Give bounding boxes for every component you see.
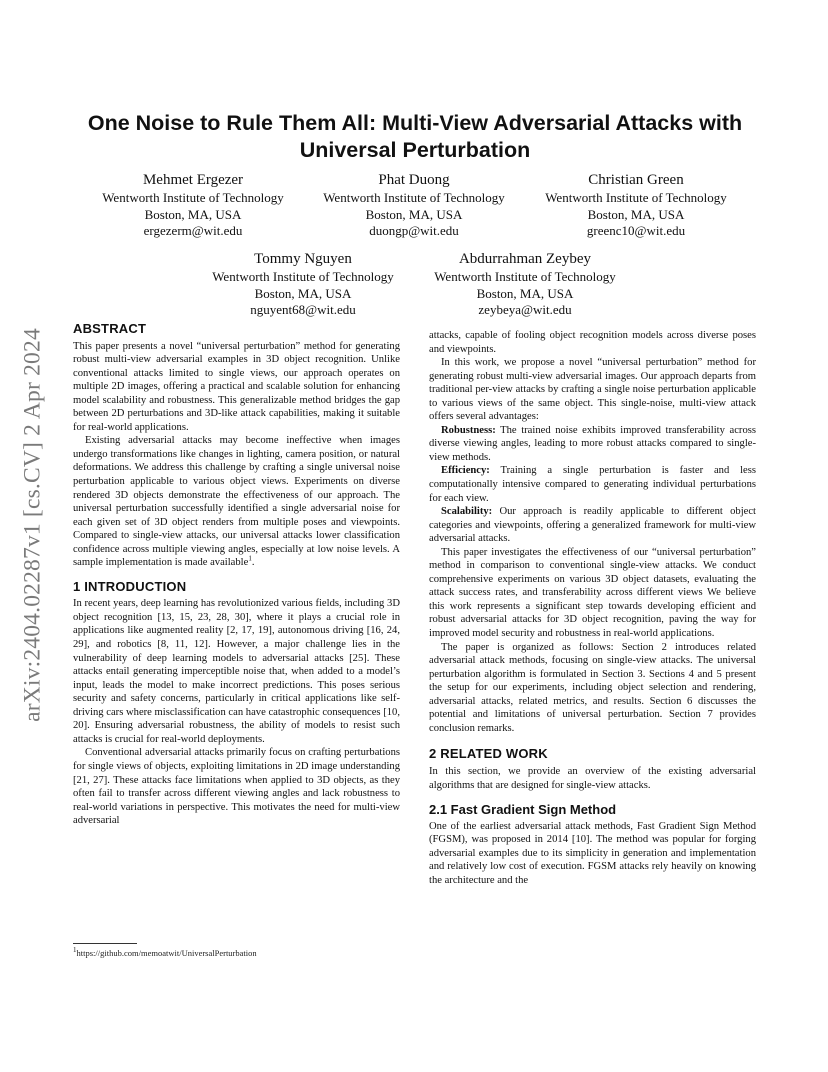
author-affiliation: Wentworth Institute of Technology — [545, 190, 727, 205]
author-email: ergezerm@wit.edu — [143, 223, 243, 238]
right-column — [429, 329, 756, 887]
author-name: Phat Duong — [378, 172, 450, 188]
abstract-heading: ABSTRACT — [73, 321, 147, 336]
author-location: Boston, MA, USA — [365, 206, 463, 222]
author-email: nguyent68@wit.edu — [250, 302, 356, 317]
body-paragraph: In this section, we provide an overview of the existing adversarial algorithms that are designed for single-view attacks. — [429, 765, 756, 791]
advantage-label: Efficiency: — [441, 465, 490, 477]
author-email: duongp@wit.edu — [369, 223, 459, 238]
abstract-paragraph-text: Existing adversarial attacks may become ineffective when images undergo transformations like changes in lighting, camera position, or natural deformations. We address this challenge by crafting a single universal noise perturbation applicable to various object views. Experiments on diverse rendered 3D objects demonstrate the effectiveness of our approach. The universal perturbation successfully identified a single adversarial noise for each given set of 3D object renders from multiple poses and viewpoints. Compared to single-view attacks, our universal attacks lower classification confidence across multiple viewing angles, especially at low noise levels. A sample implementation is made available — [73, 435, 400, 569]
arxiv-identifier — [18, 295, 48, 755]
advantage-label: Scalability: — [441, 506, 493, 518]
footnote-link[interactable]: https://github.com/memoatwit/UniversalPerturbation — [76, 948, 257, 958]
introduction-paragraph: Conventional adversarial attacks primarily focus on crafting perturbations for single views of objects, exploiting limitations in 2D image understanding [21, 27]. These attacks face limitations when applied to 3D objects, as they often fail to transfer across different viewing angles and lack robustness to real-world variations in perspective. This motivates the need for multi-view adversarial — [73, 747, 400, 827]
advantage-text: The trained noise exhibits improved transferability across diverse viewing angles, leading to more robust attacks compared to single-view methods. — [429, 424, 756, 463]
footnote — [73, 948, 257, 958]
author-affiliation: Wentworth Institute of Technology — [434, 269, 616, 284]
advantage-scalability — [429, 505, 756, 546]
author-affiliation: Wentworth Institute of Technology — [323, 190, 505, 205]
author-location: Boston, MA, USA — [254, 285, 352, 301]
author-location: Boston, MA, USA — [476, 285, 574, 301]
author-block — [73, 171, 313, 240]
introduction-paragraph: In recent years, deep learning has revolutionized various fields, including 3D object recognition [13, 15, 23, 28, 30], where it plays a crucial role in applications like augmented reality [2, 17, 19], autonomous driving [16, 24, 29], and robotics [8, 11, 12]. However, a major challenge lies in the vulnerability of deep learning models to adversarial attacks [25]. These attacks entail generating imperceptible noise that, when added to a model’s input, leads the model to make incorrect predictions. This poses serious security and safety concerns, particularly in critical applications like self-driving cars where misclassification can have catastrophic consequences [10, 20]. Ensuring adversarial robustness, the ability of models to resist such attacks is crucial for real-world deployments. — [73, 598, 400, 745]
left-column — [73, 322, 400, 828]
advantage-robustness — [429, 424, 756, 465]
author-name: Christian Green — [588, 172, 684, 188]
paper-title — [60, 110, 770, 164]
author-email: greenc10@wit.edu — [586, 223, 686, 238]
abstract-paragraph: This paper presents a novel “universal perturbation” method for generating robust multi-view adversarial examples in 3D object recognition. Unlike conventional attacks limited to single views, our approach operates on multiple 2D images, offering a practical and scalable solution for enhancing model scalability and robustness. This generalizable method bridges the gap between 2D perturbations and 3D-like attack capabilities, making it suitable for real-world applications. — [73, 340, 400, 433]
body-paragraph: In this work, we propose a novel “universal perturbation” method for generating robust multi-view adversarial images. Our approach departs from traditional per-view attacks by crafting a single noise perturbation applicable to various views of the same object. This single-noise, multi-view attack offers several advantages: — [429, 357, 756, 423]
author-block — [183, 250, 423, 319]
footnote-marker: 1 — [73, 946, 77, 955]
footnote-divider — [73, 943, 137, 944]
author-block — [294, 171, 534, 240]
footnote-marker: 1 — [248, 554, 252, 563]
paper-title-line2: Universal Perturbation — [299, 138, 531, 162]
author-name: Abdurrahman Zeybey — [458, 251, 592, 267]
author-name: Tommy Nguyen — [254, 251, 352, 267]
author-affiliation: Wentworth Institute of Technology — [212, 269, 394, 284]
abstract-paragraph: Existing adversarial attacks may become ineffective when images undergo transformations like changes in lighting, camera position, or natural deformations. We address this challenge by crafting a single universal noise perturbation applicable to various object views. Experiments on diverse rendered 3D objects demonstrate the effectiveness of our approach. The universal perturbation successfully identified a single adversarial noise for each given set of 3D object renders from multiple poses and viewpoints. Compared to single-view attacks, our universal attacks lower classification confidence across multiple viewing angles, especially at low noise levels. A sample implementation is made available$^1$. — [73, 435, 400, 569]
author-name: Mehmet Ergezer — [142, 172, 244, 188]
advantage-label: Robustness: — [441, 424, 496, 436]
related-work-heading: 2 RELATED WORK — [429, 746, 548, 762]
body-paragraph: One of the earliest adversarial attack methods, Fast Gradient Sign Method (FGSM), was proposed in 2014 [10]. The method was popular for forging adversarial examples due to its simplicity in generation and implementation and relatively low cost of execution. FGSM attacks rely heavily on knowing the architecture and the — [429, 820, 756, 886]
introduction-heading: 1 INTRODUCTION — [73, 578, 187, 594]
arxiv-identifier-text: arXiv:2404.02287v1 [cs.CV] 2 Apr 2024 — [19, 328, 46, 722]
advantage-text: Our approach is readily applicable to different object categories and viewpoints, offering a generalized framework for multi-view adversarial attacks. — [429, 506, 756, 545]
author-location: Boston, MA, USA — [144, 206, 242, 222]
body-paragraph: attacks, capable of fooling object recognition models across diverse poses and viewpoints. — [429, 330, 756, 355]
author-block — [516, 171, 756, 240]
body-paragraph: This paper investigates the effectiveness of our “universal perturbation” method in comparison to conventional single-view attacks. We conduct comprehensive experiments on various 3D object datasets, evaluating the attack success rates, and transferability across different views We believe this work represents a significant step towards developing efficient and robust adversarial attacks for 3D object recognition, paving the way for improved model security and robustness in real-world applications. — [429, 546, 756, 640]
author-affiliation: Wentworth Institute of Technology — [102, 190, 284, 205]
advantage-efficiency — [429, 464, 756, 505]
fgsm-heading: 2.1 Fast Gradient Sign Method — [429, 802, 617, 818]
author-email: zeybeya@wit.edu — [478, 302, 572, 317]
advantage-text: Training a single perturbation is faster and less computationally intensive compared to generating individual perturbations for each view. — [429, 465, 756, 504]
paper-title-line1: One Noise to Rule Them All: Multi-View Adversarial Attacks with — [87, 111, 743, 135]
body-paragraph: The paper is organized as follows: Section 2 introduces related adversarial attack methods, focusing on single-view attacks. The universal perturbation algorithm is formulated in Section 3. Sections 4 and 5 present the setup for our experiments, including object selection and rendering, adversarial attacks, related metrics, and results. Section 6 discusses the potential and limitations of universal perturbation. Section 7 provides conclusion remarks. — [429, 641, 756, 734]
author-location: Boston, MA, USA — [587, 206, 685, 222]
author-block — [405, 250, 645, 319]
